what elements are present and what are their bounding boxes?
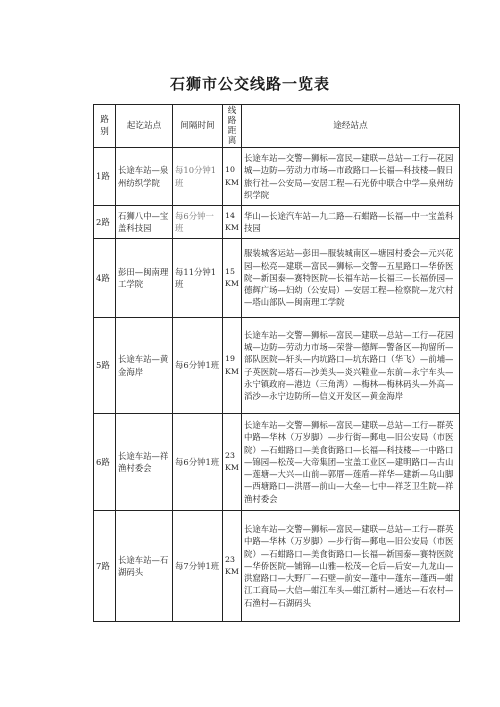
route-distance: 14KM <box>223 206 242 239</box>
route-start-end: 石狮八中—宝盖科技园 <box>116 206 173 239</box>
route-interval: 每6分钟1班 <box>173 318 223 414</box>
table-row <box>94 148 460 206</box>
route-stops: 长途车站—交警—狮标—富民—建联—总站—工行—群英中路—华林（万岁脚）—步行街—郵电—旧公安局（市医院）—石蚶路口—美食街路口—长福—新国泰—赛特医院—华侨医院—铺锦—山雅—松茂—仑后—后安—九龙山—洪窟路口—大野厂—石壁—前安—蓬中—蓬东—蓬西—蚶江工商局—大信—蚶江车头—蚶江新村—通达—石农村—石渔村—石湖码头 <box>242 511 460 622</box>
route-start-end: 长途车站—石湖码头 <box>116 511 173 622</box>
route-distance: 15KM <box>223 239 242 318</box>
route-number: 7路 <box>94 511 116 622</box>
route-stops: 长途车站—交警—狮标—富民—建联—总站—工行—花园城—边防—劳动力市场—荣誉—德辉—警备区—拘留所—部队医院—轩头—内坑路口—坑东路口（华飞）—前埔—子英医院—塔石—沙美头—炎兴鞋业—东前—永宁车头—永宁镇政府—港边（三角湾）—梅林—梅林码头—外高—滔沙—永宁边防所—信义开发区—黄金海岸 <box>242 318 460 414</box>
route-distance: 19KM <box>223 318 242 414</box>
route-start-end: 长途车站—黄金海岸 <box>116 318 173 414</box>
table-row <box>94 206 460 239</box>
header-distance: 线路距离 <box>223 105 242 148</box>
header-interval: 间隔时间 <box>173 105 223 148</box>
route-start-end: 长途车站—泉州纺织学院 <box>116 148 173 206</box>
route-distance: 10KM <box>223 148 242 206</box>
page-title: 石狮市公交线路一览表 <box>169 75 330 93</box>
route-stops: 长途车站—交警—狮标—富民—建联—总站—工行—花园城—边防—劳动力市场—市政路口—长福—科技楼—假日旅行社—公安局—安居工程—石光侨中联合中学—泉州纺织学院 <box>242 148 460 206</box>
route-start-end: 彭田—闽南理工学院 <box>116 239 173 318</box>
route-number: 6路 <box>94 414 116 511</box>
route-interval: 每7分钟1班 <box>173 511 223 622</box>
route-interval: 每6分钟1班 <box>173 414 223 511</box>
route-number: 1路 <box>94 148 116 206</box>
table-row <box>94 511 460 622</box>
table-row <box>94 239 460 318</box>
route-stops: 长途车站—交警—狮标—富民—建联—总站—工行—群英中路—华林（万岁脚）—步行街—郵电—旧公安局（市医院）—石蚶路口—美食街路口—长福—科技楼—一中路口—锦园—松茂—大帝集团—宝盖工业区—建明路口—古山—莲塘—大兴—山前—郭厝—莲盾—祥华—建新—乌山脚—西塘路口—洪厝—前山—大垒—七中—祥芝卫生院—祥渔村委会 <box>242 414 460 511</box>
route-stops: 华山—长途汽车站—九二路—石蚶路—长福—中一宝盖科技园 <box>242 206 460 239</box>
route-stops: 服装城客运站—彭田—服装城南区—塘园村委会—元兴花园—松亮—建联—富民—狮标—交警—五星路口—华侨医院—新国泰—赛特医院—长福车站—长福三—长福侨园—德辉广场—妇幼（公安局）—安居工程—检察院—龙穴村—塔山部队—闽南理工学院 <box>242 239 460 318</box>
route-interval: 每6分钟一班 <box>173 206 223 239</box>
route-distance: 23KM <box>223 511 242 622</box>
header-stops: 途经站点 <box>242 105 460 148</box>
route-number: 4路 <box>94 239 116 318</box>
route-distance: 23KM <box>223 414 242 511</box>
table-header-row <box>94 105 460 148</box>
route-interval: 每10分钟1班 <box>173 148 223 206</box>
bus-routes-table <box>93 104 460 622</box>
route-interval: 每11分钟1班 <box>173 239 223 318</box>
route-start-end: 长途车站—祥渔村委会 <box>116 414 173 511</box>
route-number: 2路 <box>94 206 116 239</box>
table-row <box>94 414 460 511</box>
route-number: 5路 <box>94 318 116 414</box>
header-route: 路别 <box>94 105 116 148</box>
table-row <box>94 318 460 414</box>
header-start-end: 起讫站点 <box>116 105 173 148</box>
